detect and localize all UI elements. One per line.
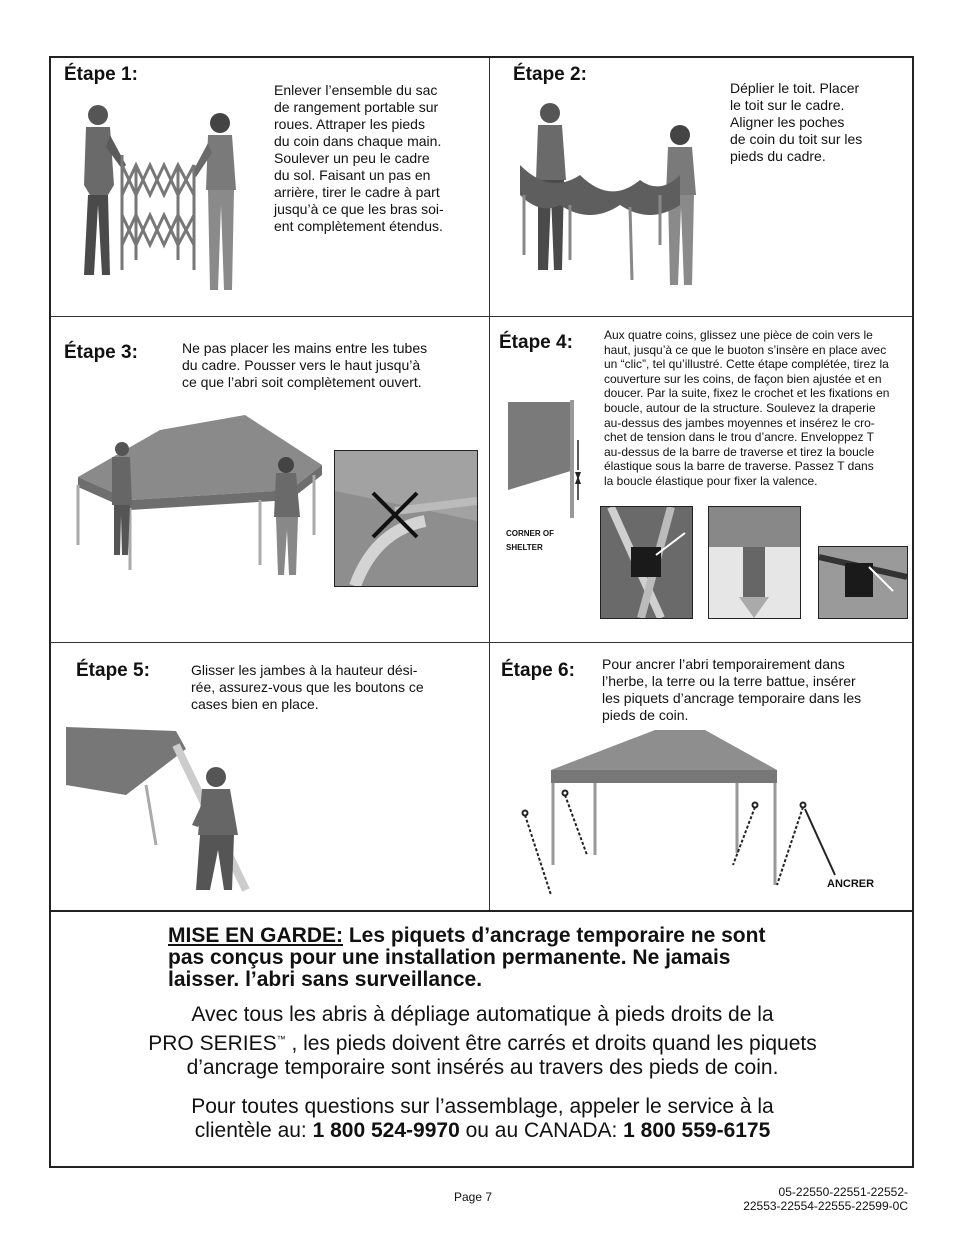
- notice-line-2: PRO SERIES™ , les pieds doivent être carrés et droits quand les piquets: [148, 1032, 817, 1055]
- warning-block: [168, 925, 868, 991]
- step-4-text: Aux quatre coins, glissez une pièce de coin vers le haut, jusqu’à ce que le buoton s’insère en place avec un “clic”, tel qu’illustré. Cette étape complétée, tirez la couverture sur les coins, de façon bien ajustée et en doucer. Par la suite, fixez le crochet et les fixations en boucle, autour de la structure. Soulevez la draperie au-dessus des jambes moyennes et insérez le cro- chet de tension dans le trou d’ancre. Enveloppez T au-dessus de la barre de traverse et tirez la boucle élastique sous la barre de traverse. Passez T dans la boucle élastique pour fixer la valence.: [604, 328, 890, 488]
- step-3-illustration: [70, 405, 330, 580]
- corner-of-shelter-label: CORNER OF SHELTER: [506, 529, 554, 552]
- contact-line-2: clientèle au: 1 800 524-9970 ou au CANADA: 1 800 559-6175: [194, 1119, 771, 1142]
- anchor-stakes: [523, 791, 836, 896]
- pro-series-notice: [80, 1003, 885, 1080]
- step-6-illustration: [515, 725, 845, 900]
- warning-line-3: laisser. l’abri sans surveillance.: [168, 968, 483, 991]
- step-5-text: Glisser les jambes à la hauteur dési- rée, assurez-vous que les boutons ce cases bien en place.: [191, 662, 424, 712]
- step-3-closeup-photo: [334, 450, 478, 587]
- phone-us: 1 800 524-9970: [312, 1119, 460, 1142]
- contact-line-1: Pour toutes questions sur l’assemblage, appeler le service à la: [191, 1095, 774, 1118]
- step-2-title: Étape 2:: [513, 64, 587, 85]
- step-6-title: Étape 6:: [501, 660, 575, 681]
- step-2-illustration: [510, 95, 710, 295]
- step-3-title: Étape 3:: [64, 342, 138, 363]
- step-5-title: Étape 5:: [76, 660, 150, 681]
- step-4-photo-3: [818, 546, 908, 619]
- step-4-title: Étape 4:: [499, 332, 573, 353]
- notice-line-1: Avec tous les abris à dépliage automatique à pieds droits de la: [191, 1003, 774, 1026]
- grid-divider-vertical: [489, 58, 490, 911]
- warning-heading: MISE EN GARDE:: [168, 924, 344, 947]
- step-4-corner-illustration: [508, 400, 580, 520]
- step-5-illustration: [66, 725, 266, 895]
- phone-canada: 1 800 559-6175: [623, 1119, 771, 1142]
- step-4-photo-1: [600, 506, 693, 619]
- grid-divider-row2: [51, 642, 913, 643]
- step-1-text: Enlever l’ensemble du sac de rangement portable sur roues. Attraper les pieds du coin dans chaque main. Soulever un peu le cadre du sol. Faisant un pas en arrière, tirer le cadre à part jusqu’à ce que les bras soi- ent complètement étendus.: [274, 82, 444, 234]
- trademark-symbol: ™: [276, 1034, 286, 1044]
- contact-notice: [80, 1095, 885, 1143]
- step-6-text: Pour ancrer l’abri temporairement dans l’herbe, la terre ou la terre battue, insérer les piquets d’ancrage temporaire dans les pieds de coin.: [602, 656, 862, 723]
- warning-line-1: Les piquets d’ancrage temporaire ne sont: [343, 924, 766, 947]
- step-2-text: Déplier le toit. Placer le toit sur le cadre. Aligner les poches de coin du toit sur les pieds du cadre.: [730, 80, 863, 164]
- model-numbers: 05-22550-22551-22552- 22553-22554-22555-22599-0C: [743, 1185, 908, 1213]
- step-3-text: Ne pas placer les mains entre les tubes du cadre. Pousser vers le haut jusqu’à ce que l’abri soit complètement ouvert.: [182, 340, 428, 390]
- notice-line-3: d’ancrage temporaire sont insérés au travers des pieds de coin.: [186, 1056, 779, 1079]
- warning-line-2: pas conçus pour une installation permanente. Ne jamais: [168, 946, 731, 969]
- step-1-title: Étape 1:: [64, 64, 138, 85]
- grid-divider-row1: [51, 316, 913, 317]
- step-4-photo-2: [708, 506, 801, 619]
- step-1-illustration: [60, 95, 260, 305]
- ancrer-label: ANCRER: [827, 878, 875, 890]
- grid-divider-row3: [51, 910, 913, 912]
- page-number: Page 7: [454, 1190, 493, 1204]
